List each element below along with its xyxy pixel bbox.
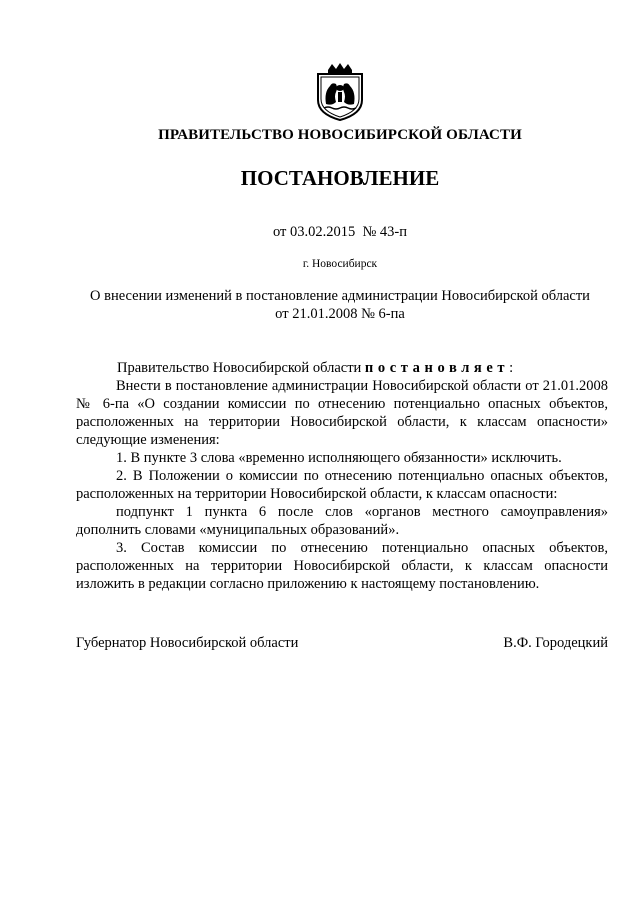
paragraph-main: Внести в постановление администрации Новосибирской области от 21.01.2008 № 6-па «О создании комиссии по отнесению потенциально опасных объектов, расположенных на территории Новосибирской области, к классам опасности» следующие изменения:: [76, 378, 608, 448]
subject-line-1: О внесении изменений в постановление администрации Новосибирской области: [90, 288, 590, 304]
date-and-number: от 03.02.2015 № 43-п: [272, 224, 408, 240]
city: г. Новосибирск: [302, 258, 378, 270]
preamble-verb: постановляет: [364, 360, 510, 376]
paragraph-item-3: 3. Состав комиссии по отнесению потенциально опасных объектов, расположенных на территории Новосибирской области, к классам опасности изложить в редакции согласно приложению к настоящему постановлению.: [76, 540, 608, 592]
preamble-text: Правительство Новосибирской области: [117, 360, 365, 376]
document-type: ПОСТАНОВЛЕНИЕ: [240, 166, 440, 190]
preamble: [76, 359, 608, 377]
signatory-name: В.Ф. Городецкий: [503, 635, 608, 651]
preamble-colon: :: [509, 360, 514, 376]
paragraph-item-2: 2. В Положении о комиссии по отнесению потенциально опасных объектов, расположенных на территории Новосибирской области, к классам опасности:: [76, 468, 608, 502]
subject-line-2: от 21.01.2008 № 6-па: [275, 306, 405, 322]
document-body: [76, 359, 608, 593]
paragraph-item-1: 1. В пункте 3 слова «временно исполняющего обязанности» исключить.: [116, 450, 562, 466]
coat-of-arms-icon: [314, 62, 366, 122]
signatory-position: Губернатор Новосибирской области: [76, 635, 299, 651]
organization-title: ПРАВИТЕЛЬСТВО НОВОСИБИРСКОЙ ОБЛАСТИ: [158, 127, 522, 143]
paragraph-subitem: подпункт 1 пункта 6 после слов «органов местного самоуправления» дополнить словами «муниципальных образований».: [76, 504, 608, 538]
document-subject: [60, 287, 620, 323]
